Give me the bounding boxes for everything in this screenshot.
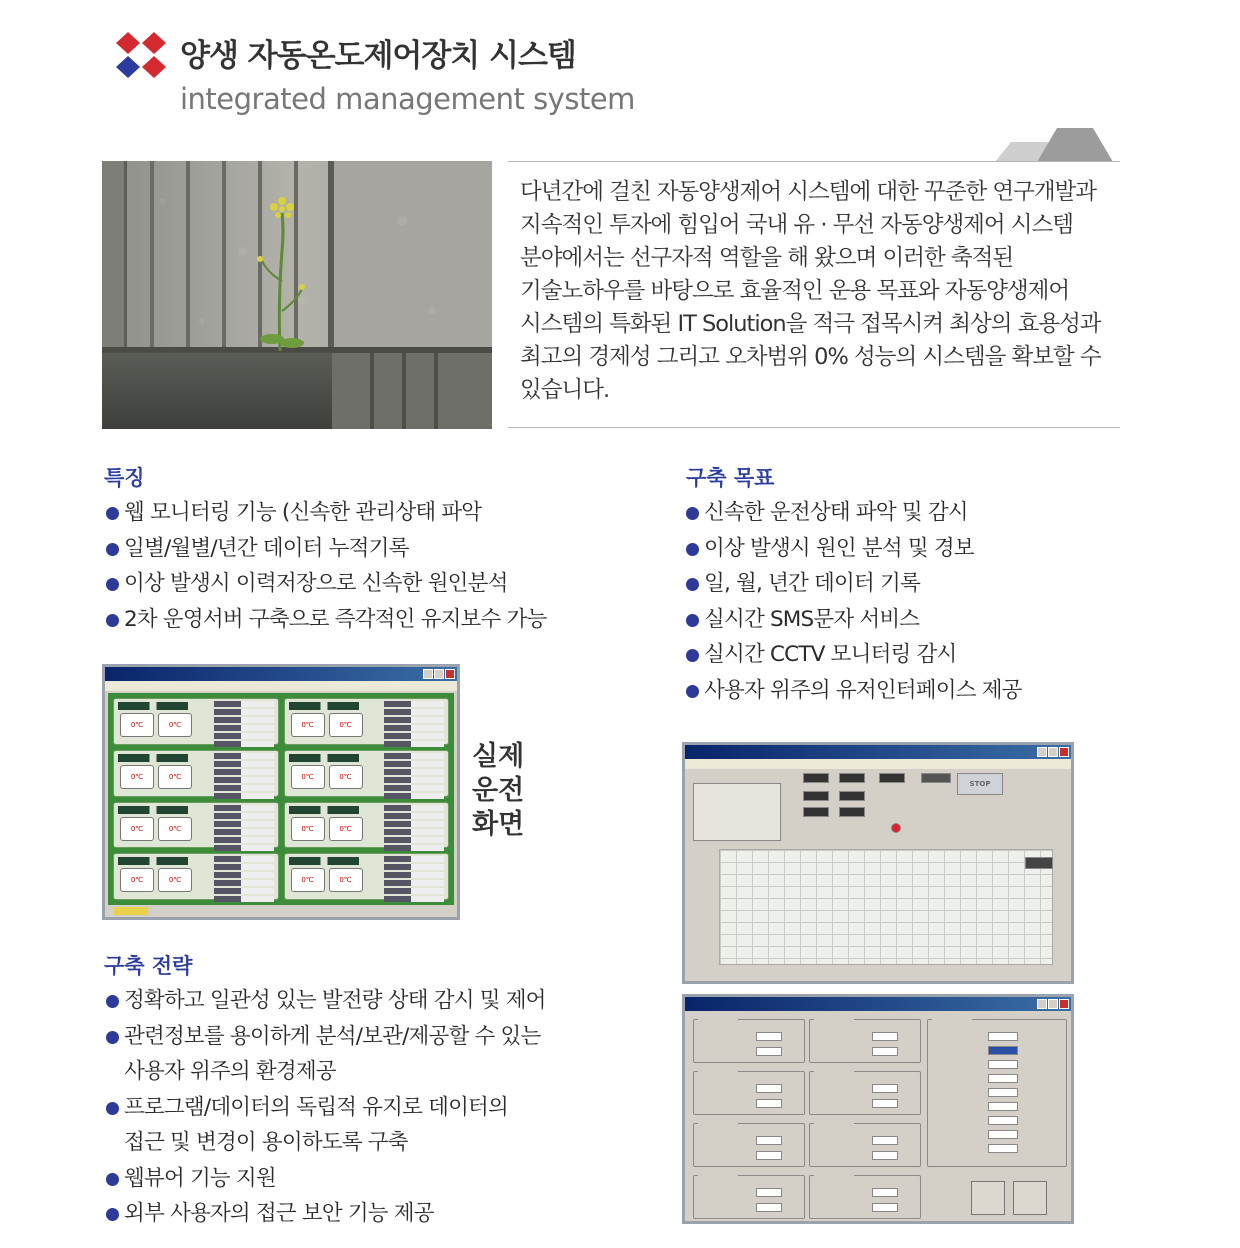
list-item: 이상 발생시 이력저장으로 신속한 원인분석 (104, 566, 546, 602)
chamber-panel: 0℃ 0℃ (284, 698, 450, 745)
bullet-icon (106, 1102, 119, 1115)
info-box (693, 783, 781, 841)
bullet-icon (106, 614, 119, 627)
decorative-trapezoids (995, 128, 1120, 162)
save-icon (971, 1181, 1005, 1215)
bullet-icon (686, 507, 699, 520)
bullet-icon (106, 578, 119, 591)
list-item: 외부 사용자의 접근 보안 기능 제공 (104, 1196, 546, 1232)
page-subtitle: integrated management system (180, 82, 635, 116)
bullet-icon (106, 507, 119, 520)
window-menubar (105, 681, 457, 691)
exit-icon (1013, 1181, 1047, 1215)
goals-list (684, 495, 1022, 708)
list-item: 웹뷰어 기능 지원 (104, 1161, 546, 1197)
bullet-icon (686, 614, 699, 627)
concrete-plant-photo (102, 161, 492, 429)
monitoring-screen-image (102, 664, 460, 920)
company-logo (116, 32, 166, 78)
top-divider (508, 161, 1120, 162)
bullet-icon (106, 1208, 119, 1221)
goals-heading: 구축 목표 (686, 466, 775, 490)
list-item: 2차 운영서버 구축으로 즉각적인 유지보수 가능 (104, 602, 546, 638)
chamber-panel: 0℃ 0℃ (284, 750, 450, 797)
list-item: 정확하고 일관성 있는 발전량 상태 감시 및 제어 (104, 983, 546, 1019)
page-title: 양생 자동온도제어장치 시스템 (180, 38, 576, 74)
chamber-panel: 0℃ 0℃ (284, 853, 450, 900)
list-item: 일별/월별/년간 데이터 누적기록 (104, 531, 546, 567)
bottom-divider (508, 427, 1120, 428)
bullet-icon (686, 685, 699, 698)
list-item: 관련정보를 용이하게 분석/보관/제공할 수 있는 사용자 위주의 환경제공 (104, 1019, 546, 1090)
list-item: 신속한 운전상태 파악 및 감시 (684, 495, 1022, 531)
chamber-panel: 0℃ 0℃ (113, 750, 279, 797)
settings-screen-image (682, 994, 1074, 1224)
features-heading: 특징 (104, 466, 145, 490)
features-list (104, 495, 546, 637)
list-item: 이상 발생시 원인 분석 및 경보 (684, 531, 1022, 567)
bullet-icon (686, 543, 699, 556)
stop-button: STOP (957, 773, 1003, 795)
temperature-graph (719, 849, 1053, 965)
strategy-list (104, 983, 546, 1232)
screen-caption: 실제 운전 화면 (472, 741, 525, 840)
window-statusbar (108, 905, 454, 917)
chamber-panel: 0℃ 0℃ (284, 802, 450, 849)
bullet-icon (686, 649, 699, 662)
list-item: 실시간 SMS문자 서비스 (684, 602, 1022, 638)
bullet-icon (106, 543, 119, 556)
list-item: 웹 모니터링 기능 (신속한 관리상태 파악 (104, 495, 546, 531)
chamber-panel: 0℃ 0℃ (113, 698, 279, 745)
list-item: 일, 월, 년간 데이터 기록 (684, 566, 1022, 602)
intro-paragraph: 다년간에 걸친 자동양생제어 시스템에 대한 꾸준한 연구개발과 지속적인 투자에 힘입어 국내 유 · 무선 자동양생제어 시스템 분야에서는 선구자적 역할을 해 왔으며 이러한 축적된 기술노하우를 바탕으로 효율적인 운용 목표와 자동양생제어 시스템의 특화된 IT Solution을 적극 접목시켜 최상의 효용성과 최고의 경제성 그리고 오차범위 0% 성능의 시스템을 확보할 수 있습니다. (520, 179, 1101, 403)
panel-grid (108, 693, 454, 905)
bullet-icon (106, 1173, 119, 1186)
chamber-panel: 0℃ 0℃ (113, 802, 279, 849)
bullet-icon (686, 578, 699, 591)
list-item: 프로그램/데이터의 독립적 유지로 데이터의 접근 및 변경이 용이하도록 구축 (104, 1090, 546, 1161)
window-menubar (685, 759, 1071, 769)
window-titlebar (685, 745, 1071, 759)
strategy-heading: 구축 전략 (104, 954, 193, 978)
chamber-panel: 0℃ 0℃ (113, 853, 279, 900)
bullet-icon (106, 995, 119, 1008)
control-graph-screen-image (682, 742, 1074, 984)
list-item: 사용자 위주의 유저인터페이스 제공 (684, 673, 1022, 709)
window-titlebar (105, 667, 457, 681)
bullet-icon (106, 1031, 119, 1044)
list-item: 실시간 CCTV 모니터링 감시 (684, 637, 1022, 673)
window-titlebar (685, 997, 1071, 1011)
